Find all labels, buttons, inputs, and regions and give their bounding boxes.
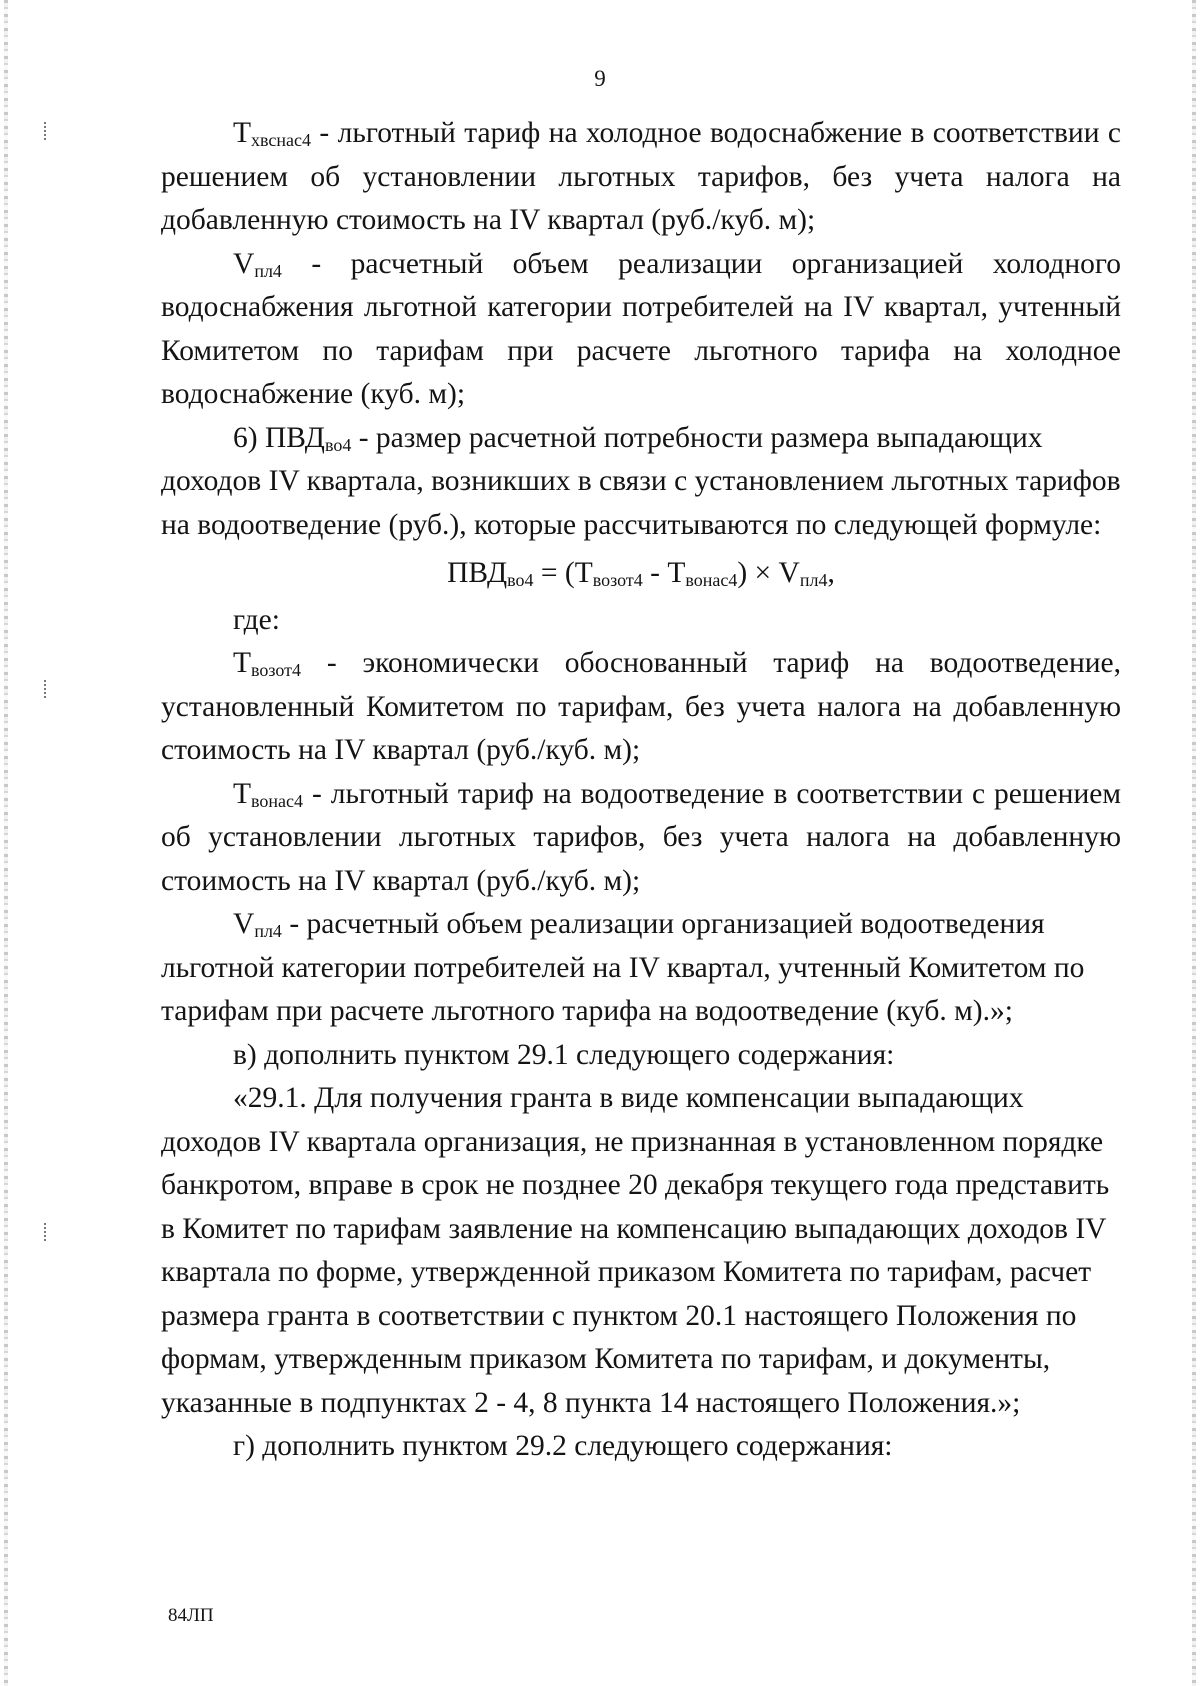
- definition-v-pl4: [161, 903, 1121, 1034]
- formula-part: ) × V: [737, 557, 800, 589]
- formula-lhs-sub: во4: [507, 570, 534, 590]
- amendment-29-1-text: «29.1. Для получения гранта в виде компенсации выпадающих доходов IV квартала организация, не признанная в установленном порядке банкротом, вправе в срок не позднее 20 декабря текущего года представить в Комитет по тарифам заявление на компенсацию выпадающих доходов IV квартала по форме, утвержденной приказом Комитета по тарифам, расчет размера гранта в соответствии с пунктом 20.1 настоящего Положения по формам, утвержденным приказом Комитета по тарифам, и документы, указанные в подпунктах 2 - 4, 8 пункта 14 настоящего Положения.»;: [161, 1082, 1110, 1419]
- formula-part: ,: [827, 557, 835, 589]
- scan-speck: [44, 680, 48, 698]
- symbol-subscript: хвснас4: [251, 130, 312, 150]
- definition-t-vozot4: [161, 642, 1121, 773]
- scan-edge-left: [4, 0, 8, 1686]
- symbol-subscript: пл4: [254, 260, 282, 281]
- symbol: Т: [233, 647, 252, 679]
- symbol: ПВД: [264, 421, 325, 454]
- formula-v-sub: пл4: [799, 570, 828, 590]
- formula-t1-sub: возот4: [592, 570, 643, 590]
- amendment-v: в) дополнить пунктом 29.1 следующего содержания:: [233, 1038, 895, 1071]
- scan-speck: [44, 1223, 48, 1241]
- formula-t2-sub: вонас4: [685, 570, 738, 590]
- symbol: Т: [233, 117, 252, 149]
- paragraph-v-pl4: [161, 243, 1121, 417]
- symbol-subscript: во4: [324, 434, 352, 455]
- symbol: V: [233, 247, 255, 280]
- scan-speck: [44, 122, 48, 140]
- symbol-subscript: возот4: [251, 660, 302, 680]
- formula-part: - Т: [642, 557, 686, 589]
- scan-edge-right: [1192, 0, 1196, 1686]
- where-label: где:: [233, 603, 280, 636]
- paragraph-text: - расчетный объем реализации организацией холодного водоснабжения льготной категории потребителей на IV квартал, учтенный Комитетом по тарифам при расчете льготного тарифа на холодное водоснабжение (куб. м);: [161, 247, 1121, 410]
- formula-lhs: ПВД: [447, 557, 508, 589]
- formula-part: = (Т: [533, 557, 593, 589]
- paragraph-text: - льготный тариф на холодное водоснабжение в соответствии с решением об установлении льготных тарифов, без учета налога на добавленную стоимость на IV квартал (руб./куб. м);: [161, 117, 1121, 236]
- symbol-subscript: вонас4: [251, 790, 304, 811]
- paragraph-text: - размер расчетной потребности размера выпадающих доходов IV квартала, возникших в связи с установлением льготных тарифов на водоотведение (руб.), которые рассчитываются по следующей формуле:: [161, 421, 1121, 541]
- page-number: 9: [594, 66, 606, 91]
- definition-text: - экономически обоснованный тариф на водоотведение, установленный Комитетом по тарифам, без учета налога на добавленную стоимость на IV квартал (руб./куб. м);: [161, 647, 1121, 766]
- definition-t-vonas4: [161, 773, 1121, 904]
- footer-document-code: 84ЛП: [168, 1605, 214, 1626]
- symbol: Т: [233, 777, 252, 810]
- symbol-subscript: пл4: [254, 921, 282, 941]
- amendment-g: г) дополнить пунктом 29.2 следующего содержания:: [233, 1430, 893, 1462]
- item-number: 6): [233, 421, 265, 454]
- formula: [161, 552, 1121, 596]
- paragraph-t-hvsnas4: [161, 112, 1121, 243]
- definition-text: - расчетный объем реализации организацией водоотведения льготной категории потребителей на IV квартал, учтенный Комитетом по тарифам при расчете льготного тарифа на водоотведение (куб. м).»;: [161, 908, 1085, 1027]
- paragraph-item-6: [161, 417, 1121, 548]
- definition-text: - льготный тариф на водоотведение в соответствии с решением об установлении льготных тарифов, без учета налога на добавленную стоимость на IV квартал (руб./куб. м);: [161, 777, 1121, 897]
- symbol: V: [233, 908, 255, 940]
- document-body: [161, 112, 1121, 1469]
